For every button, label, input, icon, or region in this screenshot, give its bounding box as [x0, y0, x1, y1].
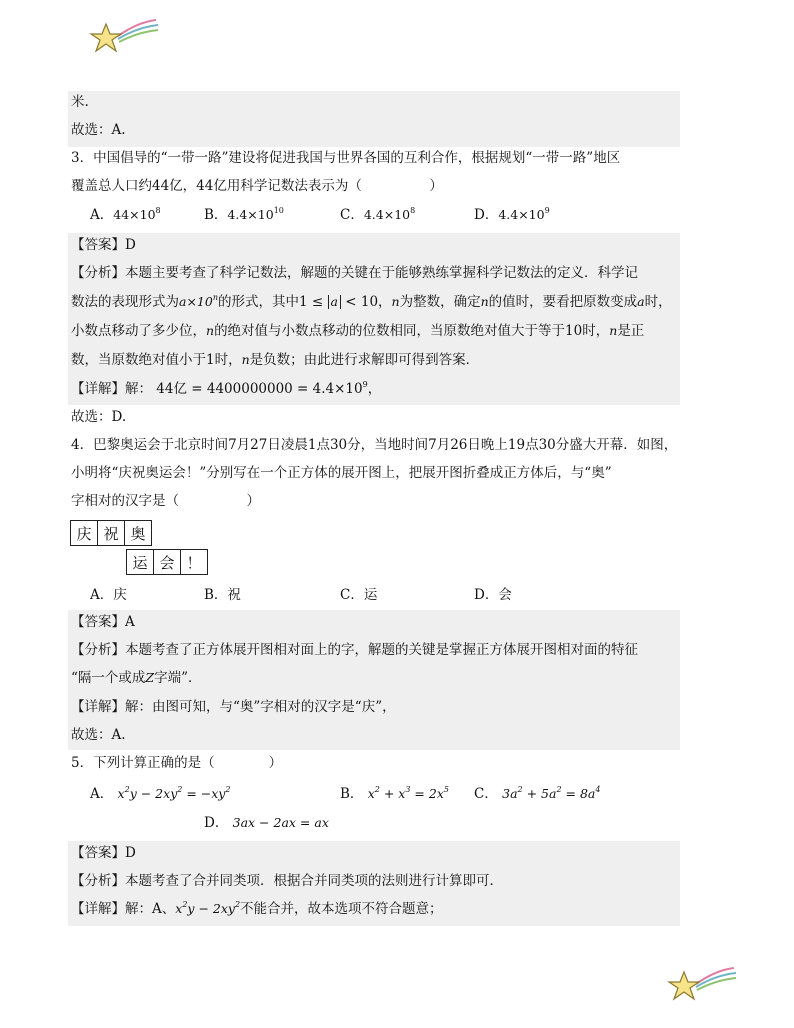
- q3-stem-line-2: 覆盖总人口约44亿，44亿用科学记数法表示为（ ）: [71, 178, 443, 194]
- q3-option-b: B．$4.4\times 10^{10}$: [204, 206, 284, 223]
- net-cell: ！: [181, 550, 208, 575]
- prev-line-1: 米.: [71, 94, 89, 110]
- q3-analysis-line-4: 数，当原数绝对值小于1时，n是负数；由此进行求解即可得到答案．: [71, 352, 480, 368]
- q4-analysis-line-2: “隔一个或成Z字端”．: [71, 670, 202, 686]
- q3-analysis-line-2: 数法的表现形式为$a\times 10^n$的形式，其中1 ≤ a < 10，n为整数，确定n的值时，要看把原数变成a时，: [71, 293, 672, 310]
- q4-option-c: C．运: [340, 587, 378, 603]
- q3-option-a: A．$44\times 10^8$: [90, 206, 161, 223]
- net-cell: 会: [154, 550, 181, 575]
- cube-net-row-1: [70, 520, 152, 546]
- q4-stem-line-2: 小明将“庆祝奥运会！”分别写在一个正方体的展开图上，把展开图折叠成正方体后，与“奥”: [71, 465, 612, 481]
- q3-option-c: C．$4.4\times 10^8$: [340, 206, 416, 223]
- q5-answer: 【答案】D: [71, 845, 136, 861]
- q3-option-d: D．$4.4\times 10^9$: [474, 206, 550, 223]
- q5-option-b: B． $x^2 + x^3 = 2x^5$: [340, 785, 449, 802]
- net-cell: 运: [127, 550, 154, 575]
- prev-line-2: 故选：A.: [71, 122, 126, 138]
- q3-analysis-line-1: 【分析】本题主要考查了科学记数法，解题的关键在于能够熟练掌握科学记数法的定义．科学记: [71, 265, 638, 281]
- prev-solution-block: [68, 91, 680, 147]
- q4-option-b: B．祝: [204, 587, 241, 603]
- q5-stem: 5．下列计算正确的是（ ）: [71, 755, 283, 771]
- q5-detail: 【详解】解：A、$x^2y - 2xy^2$不能合并，故本选项不符合题意；: [71, 900, 443, 917]
- q3-stem-line-1: 3．中国倡导的“一带一路”建设将促进我国与世界各国的互利合作，根据规划“一带一路”地区: [71, 150, 621, 166]
- q3-detail: 【详解】解： 44亿 = $4400000000 = 4.4\times 10^9$，: [71, 380, 382, 397]
- cube-net-row-2: [126, 549, 208, 575]
- q5-analysis: 【分析】本题考查了合并同类项．根据合并同类项的法则进行计算即可．: [71, 873, 503, 889]
- q4-option-a: A．庆: [90, 587, 127, 603]
- q4-stem-line-3: 字相对的汉字是（ ）: [71, 493, 260, 509]
- q4-answer: 【答案】A: [71, 614, 135, 630]
- net-cell: 庆: [71, 521, 98, 546]
- q3-answer: 【答案】D: [71, 237, 136, 253]
- net-cell: 祝: [98, 521, 125, 546]
- shooting-star-icon: [88, 14, 160, 56]
- q4-choose: 故选：A.: [71, 727, 126, 743]
- q4-detail: 【详解】解：由图可知，与“奥”字相对的汉字是“庆”，: [71, 699, 396, 715]
- q4-analysis-line-1: 【分析】本题考查了正方体展开图相对面上的字，解题的关键是掌握正方体展开图相对面的特征: [71, 642, 638, 658]
- net-cell: 奥: [125, 521, 152, 546]
- q5-option-c: C． $3a^2 + 5a^2 = 8a^4$: [474, 785, 601, 802]
- q5-option-d: D． 3ax − 2ax = ax: [204, 815, 329, 831]
- q3-analysis-line-3: 小数点移动了多少位，n的绝对值与小数点移动的位数相同，当原数绝对值大于等于10时，n是正: [71, 323, 645, 339]
- q4-stem-line-1: 4．巴黎奥运会于北京时间7月27日凌晨1点30分，当地时间7月26日晚上19点30分盛大开幕．如图，: [71, 437, 678, 453]
- q4-option-d: D．会: [474, 587, 512, 603]
- q5-option-a: A． $x^2y - 2xy^2 = -xy^2$: [90, 785, 231, 802]
- q3-choose: 故选：D.: [71, 409, 127, 425]
- shooting-star-icon: [666, 962, 738, 1004]
